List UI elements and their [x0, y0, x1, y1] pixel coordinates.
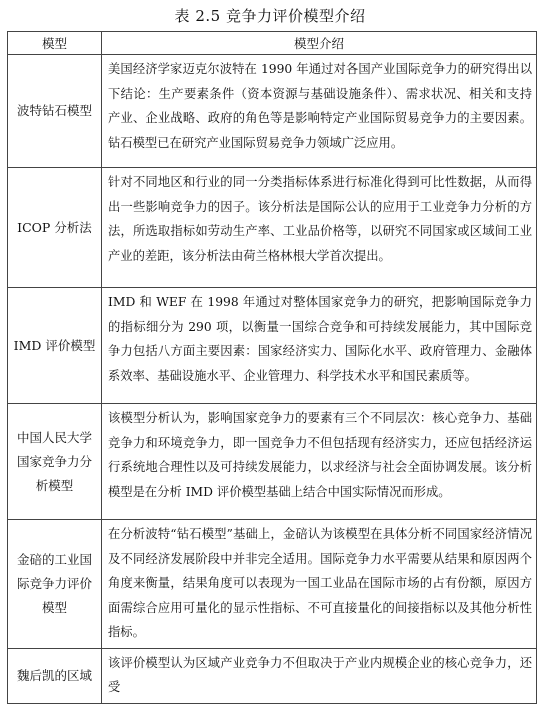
model-name: 波特钻石模型: [8, 55, 102, 168]
model-description: 针对不同地区和行业的同一分类指标体系进行标准化得到可比性数据，从而得出一些影响竞争力的因子。该分析法是国际公认的应用于工业竞争力分析的方法，所选取指标如劳动生产率、工业品价格等，以研究不同国家或区域间工业产业的差距，该分析法由荷兰格林根大学首次提出。: [102, 168, 537, 288]
model-name: ICOP 分析法: [8, 168, 102, 288]
model-name: IMD 评价模型: [8, 288, 102, 404]
column-header-description: 模型介绍: [102, 32, 537, 55]
table-header-row: [8, 32, 537, 55]
model-description: 美国经济学家迈克尔波特在 1990 年通过对各国产业国际竞争力的研究得出以下结论：生产要素条件（资本资源与基础设施条件）、需求状况、相关和支持产业、企业战略、政府的角色等是影响特定产业国际贸易竞争力的主要因素。钻石模型已在研究产业国际贸易竞争力领域广泛应用。: [102, 55, 537, 168]
table-row: [8, 520, 537, 649]
table-row: [8, 648, 537, 703]
column-header-model: 模型: [8, 32, 102, 55]
table-row: [8, 404, 537, 520]
model-description: 在分析波特“钻石模型”基础上，金碚认为该模型在具体分析不同国家经济情况及不同经济发展阶段中并非完全适用。国际竞争力水平需要从结果和原因两个角度来衡量，结果角度可以表现为一国工业品在国际市场的占有份额，原因方面需综合应用可量化的显示性指标、不可直接量化的间接指标以及其他分析性指标。: [102, 520, 537, 649]
model-name: 金碚的工业国际竞争力评价模型: [8, 520, 102, 649]
table-row: [8, 288, 537, 404]
table-row: [8, 168, 537, 288]
model-name: 中国人民大学国家竞争力分析模型: [8, 404, 102, 520]
table-caption: 表 2.5 竞争力评价模型介绍: [174, 7, 366, 25]
model-description: 该评价模型认为区域产业竞争力不但取决于产业内规模企业的核心竞争力，还受: [102, 648, 537, 703]
table-row: [8, 55, 537, 168]
model-name: 魏后凯的区域: [8, 648, 102, 703]
model-description: IMD 和 WEF 在 1998 年通过对整体国家竞争力的研究，把影响国际竞争力的指标细分为 290 项，以衡量一国综合竞争和可持续发展能力，其中国际竞争力包括八方面主要因素：国家经济实力、国际化水平、政府管理力、金融体系效率、基础设施水平、企业管理力、科学技术水平和国民素质等。: [102, 288, 537, 404]
model-description: 该模型分析认为，影响国家竞争力的要素有三个不同层次：核心竞争力、基础竞争力和环境竞争力，即一国竞争力不但包括现有经济实力，还应包括经济运行系统地合理性以及可持续发展能力，以求经济与社会全面协调发展。该分析模型是在分析 IMD 评价模型基础上结合中国实际情况而形成。: [102, 404, 537, 520]
model-table: [7, 31, 537, 704]
